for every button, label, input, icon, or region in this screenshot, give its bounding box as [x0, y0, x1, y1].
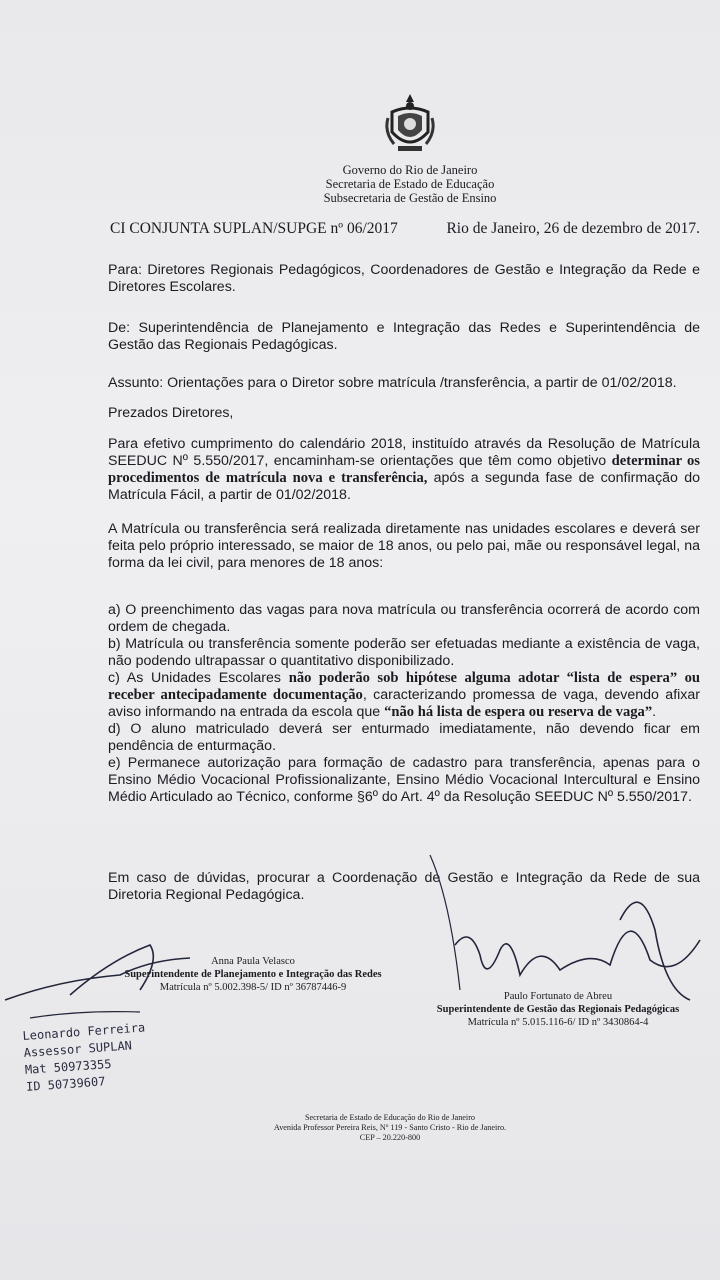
footer-address: [240, 1113, 540, 1143]
sender-de: De: Superintendência de Planejamento e Integração das Redes e Superintendência de Gestão das Regionais Pedagógicas.: [108, 320, 700, 353]
signature-right-scribble: [455, 902, 700, 1000]
item-c-bold-1: não poderão sob hipótese alguma adotar “lista de espera” ou receber antecipadamente documentação: [108, 670, 700, 703]
ci-reference-line: [110, 220, 700, 238]
letterhead-line3: Subsecretaria de Gestão de Ensino: [323, 191, 497, 205]
signer-left-id: Matrícula nº 5.002.398-5/ ID nº 36787446-9: [159, 982, 347, 993]
recipients-para: Para: Diretores Regionais Pedagógicos, Coordenadores de Gestão e Integração da Rede e Diretores Escolares.: [108, 262, 700, 295]
salutation: Prezados Diretores,: [108, 405, 234, 421]
item-e: e) Permanece autorização para formação de cadastro para transferência, apenas para o Ensino Médio Vocacional Profissionalizante, Ensino Médio Vocacional Intercultural e Ensino Médio Articulado ao Técnico, conforme §6º do Art. 4º da Resolução SEEDUC Nº 5.550/2017.: [108, 755, 700, 805]
handnote-line3: ID 50739607: [25, 1074, 106, 1094]
signer-right-name: Paulo Fortunato de Abreu: [503, 991, 613, 1002]
p1-text-b: após a segunda fase de confirmação do Matrícula Fácil, a partir de 01/02/2018.: [108, 470, 700, 503]
p1-bold: determinar os procedimentos de matrícula nova e transferência,: [108, 453, 700, 486]
handwritten-note: [22, 1019, 149, 1095]
signer-right-id: Matrícula nº 5.015.116-6/ ID nº 3430864-4: [467, 1017, 649, 1028]
ci-number: CI CONJUNTA SUPLAN/SUPGE nº 06/2017: [110, 220, 398, 237]
handnote-name: Leonardo Ferreira: [22, 1020, 146, 1043]
paragraph-1: [108, 436, 700, 504]
items-list: [108, 602, 700, 806]
signature-block-right: [408, 990, 708, 1029]
ci-date: Rio de Janeiro, 26 de dezembro de 2017.: [446, 220, 700, 237]
item-c-bold-2: “não há lista de espera ou reserva de vaga”: [384, 704, 653, 720]
item-c: c) As Unidades Escolares não poderão sob hipótese alguma adotar “lista de espera” ou receber antecipadamente documentação, caracterizando promessa de vaga, devendo afixar aviso informando na entrada da escola que “não há lista de espera ou reserva de vaga”.: [108, 670, 700, 720]
item-b: b) Matrícula ou transferência somente poderão ser efetuadas mediante a existência de vaga, não podendo ultrapassar o quantitativo disponibilizado.: [108, 636, 700, 669]
letterhead: [300, 163, 520, 205]
paragraph-2: A Matrícula ou transferência será realizada diretamente nas unidades escolares e deverá ser feita pelo próprio interessado, se maior de 18 anos, ou pelo pai, mãe ou responsável legal, na forma da lei civil, para menores de 18 anos:: [108, 521, 700, 571]
footer-line1: Secretaria de Estado de Educação do Rio de Janeiro: [304, 1113, 476, 1122]
letterhead-line1: Governo do Rio de Janeiro: [342, 163, 478, 177]
item-a: a) O preenchimento das vagas para nova matrícula ou transferência ocorrerá de acordo com ordem de chegada.: [108, 602, 700, 635]
footer-line2: Avenida Professor Pereira Reis, Nº 119 - Santo Cristo - Rio de Janeiro.: [273, 1123, 507, 1132]
footer-line3: CEP – 20.220-800: [359, 1133, 421, 1142]
coat-of-arms-icon: [384, 92, 436, 156]
signer-left-title: Superintendente de Planejamento e Integração das Redes: [124, 969, 382, 980]
p1-text-a: Para efetivo cumprimento do calendário 2018, instituído através da Resolução de Matrícula SEEDUC Nº 5.550/2017, encaminham-se orientações que têm como objetivo: [108, 436, 700, 469]
letterhead-line2: Secretaria de Estado de Educação: [325, 177, 495, 191]
subject-assunto: Assunto: Orientações para o Diretor sobre matrícula /transferência, a partir de 01/02/2018.: [108, 375, 677, 391]
handnote-line2: Mat 50973355: [24, 1056, 112, 1077]
handnote-line1: Assessor SUPLAN: [23, 1038, 133, 1060]
closing-paragraph: Em caso de dúvidas, procurar a Coordenação de Gestão e Integração da Rede de sua Diretoria Regional Pedagógica.: [108, 870, 700, 903]
signature-block-left: [108, 955, 398, 994]
signer-right-title: Superintendente de Gestão das Regionais Pedagógicas: [436, 1004, 680, 1015]
item-d: d) O aluno matriculado deverá ser enturmado imediatamente, não devendo ficar em pendência de enturmação.: [108, 721, 700, 754]
signer-left-name: Anna Paula Velasco: [211, 956, 295, 967]
